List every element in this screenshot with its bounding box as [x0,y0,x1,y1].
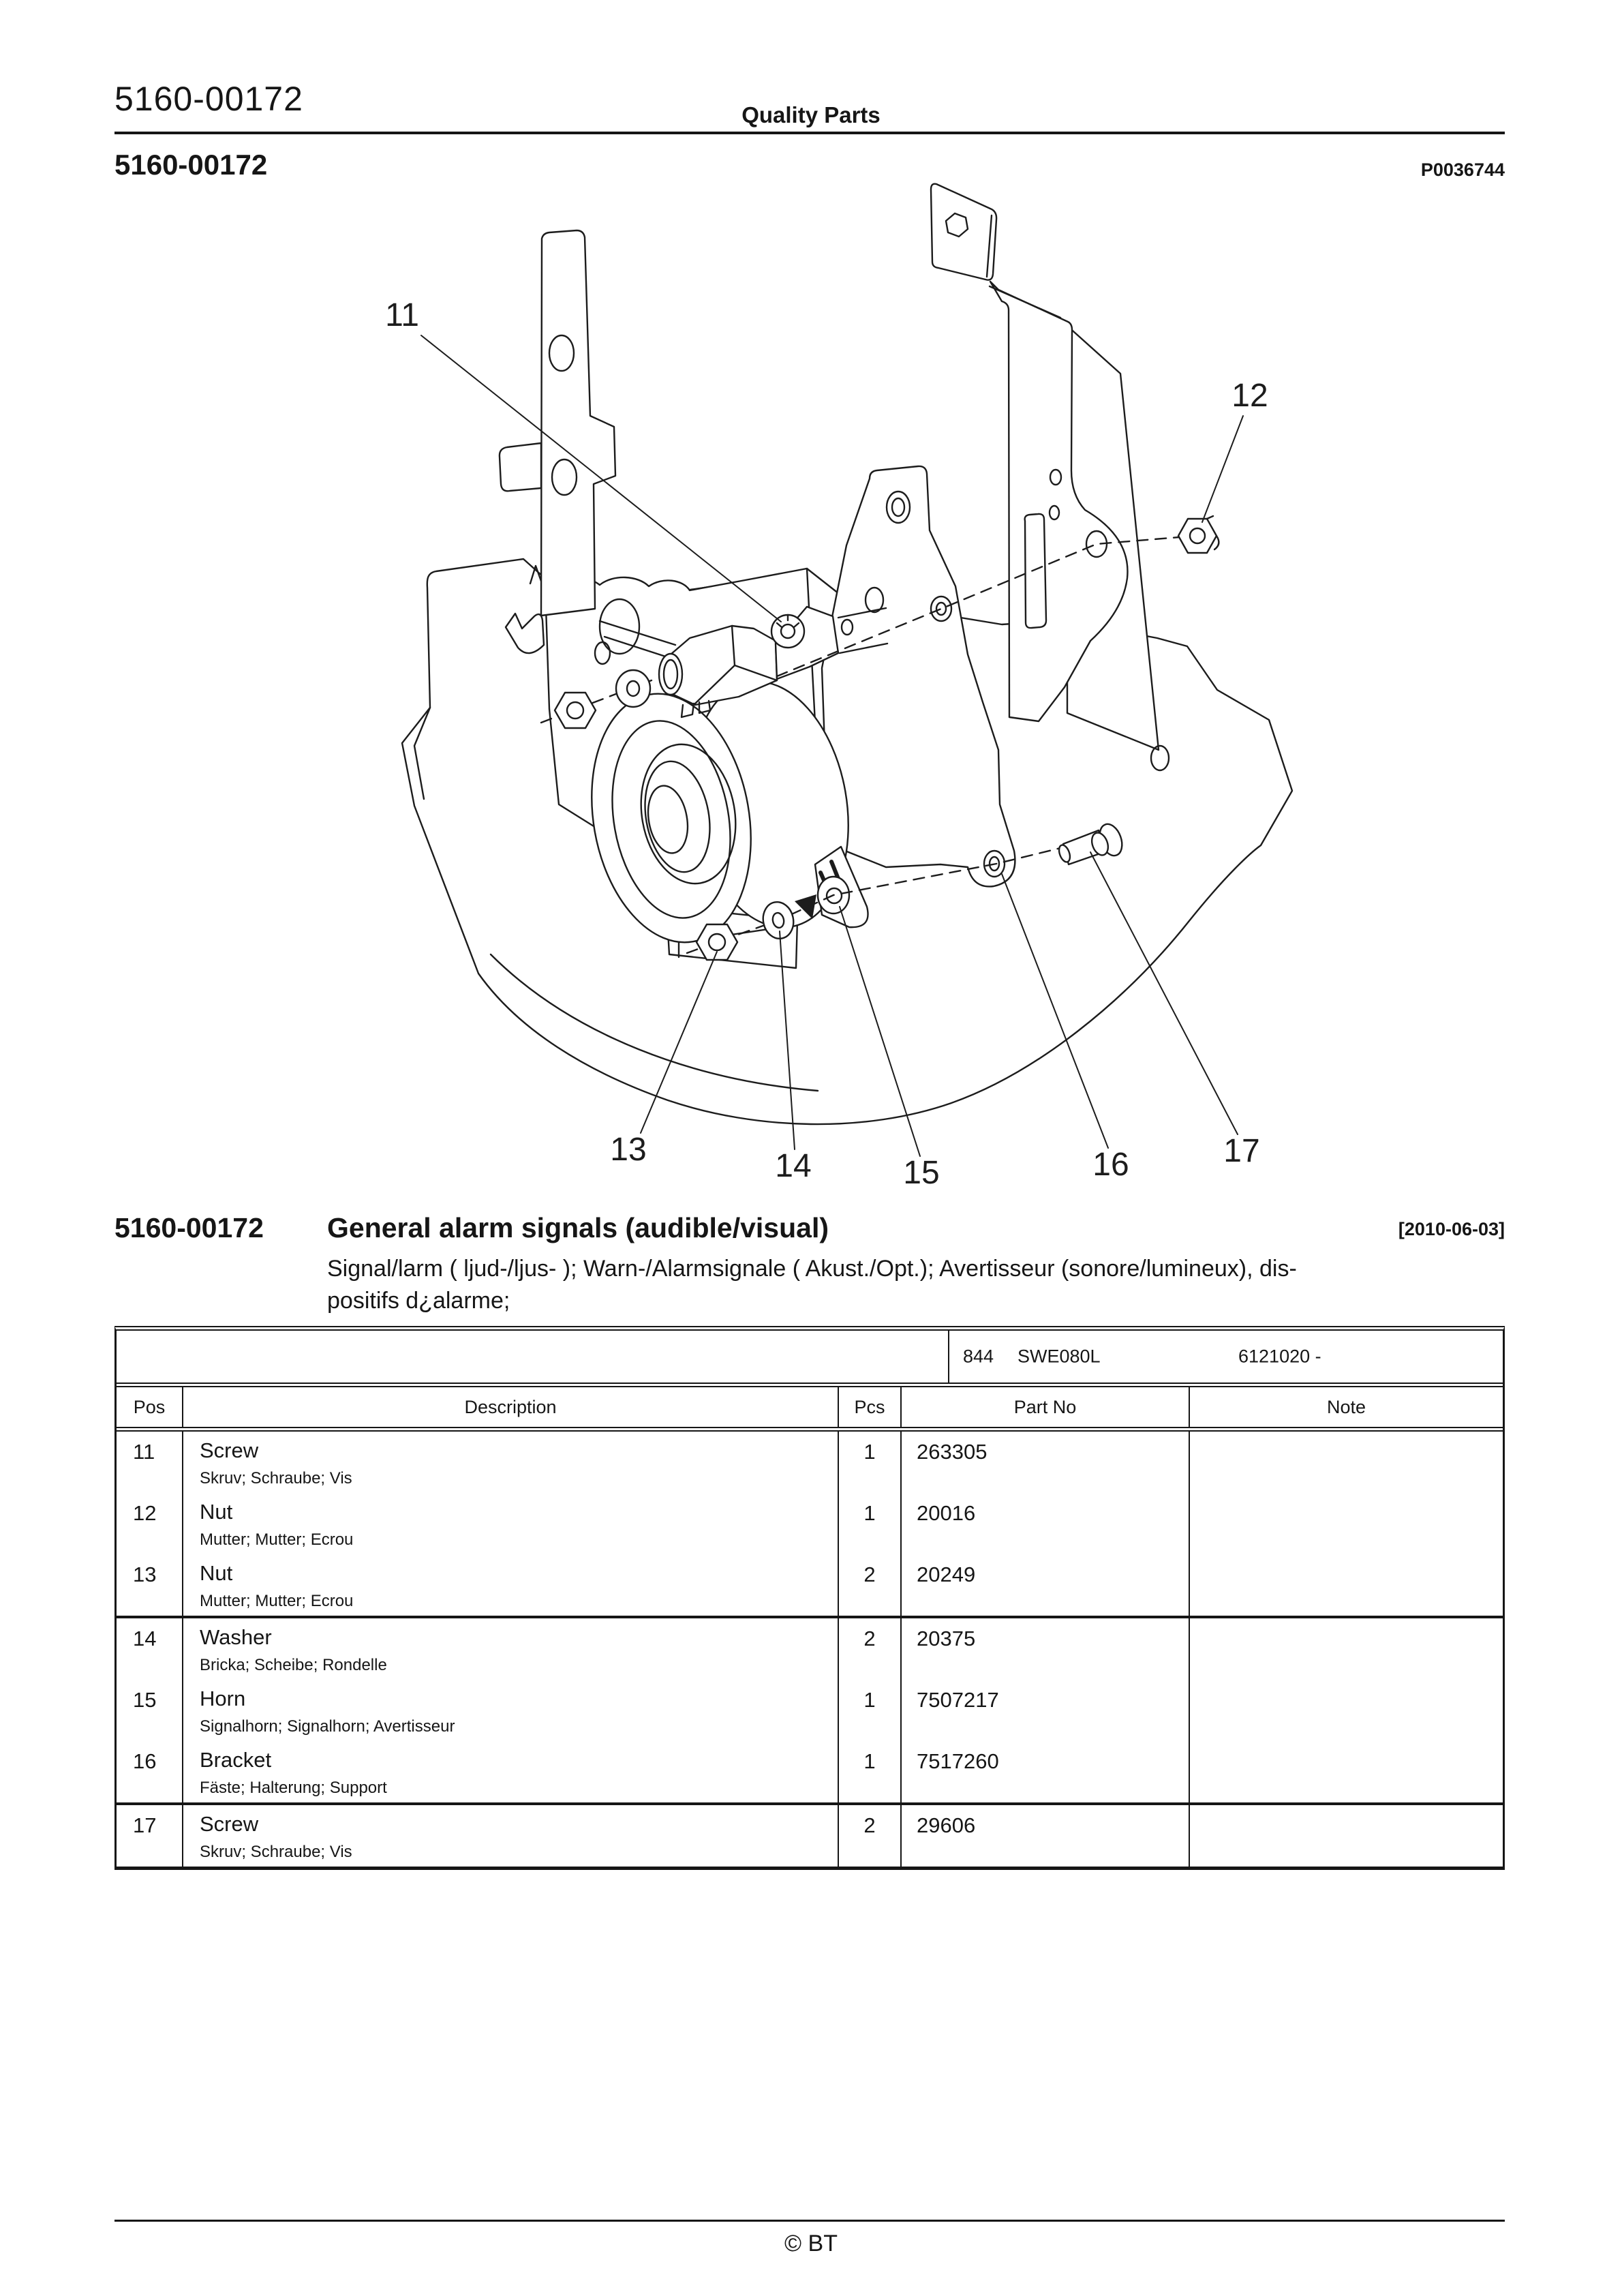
left-bracket-arm [500,230,615,616]
part-name: Nut [200,1500,233,1524]
cell-note [1189,1805,1503,1867]
section-description-line2: positifs d¿alarme; [327,1288,510,1314]
cell-part-no: 7507217 [900,1680,1189,1741]
cell-pcs: 2 [838,1618,900,1680]
cell-description [182,1805,838,1867]
cell-description [182,1618,838,1680]
callout-16: 16 [1092,1147,1129,1183]
section-number: 5160-00172 [114,1212,264,1243]
col-header-description: Description [182,1387,838,1427]
callout-15: 15 [903,1155,940,1191]
cell-description [182,1680,838,1741]
section-date: [2010-06-03] [1398,1219,1505,1239]
col-header-pcs: Pcs [838,1387,900,1427]
cell-part-no: 263305 [900,1432,1189,1493]
model-name: SWE080L [1017,1346,1101,1367]
cell-note [1189,1554,1503,1616]
header-rule [114,132,1505,134]
col-header-note: Note [1189,1387,1503,1427]
cell-pos: 16 [133,1749,157,1773]
part-name: Horn [200,1687,246,1710]
model-header-divider [948,1331,949,1383]
page-code: 5160-00172 [114,149,268,181]
washer-14-a [616,670,650,707]
cell-description [182,1741,838,1802]
model-code: 844 [963,1346,994,1367]
col-header-pos: Pos [133,1396,166,1417]
section-title: General alarm signals (audible/visual) [327,1212,829,1243]
table-row [117,1493,1503,1554]
footer-copyright: © BT [784,2231,838,2256]
table-row [117,1432,1503,1493]
part-name-translations: Skruv; Schraube; Vis [200,1469,352,1487]
cell-note [1189,1618,1503,1680]
figure-reference: P0036744 [1420,160,1505,180]
part-name-translations: Mutter; Mutter; Ecrou [200,1530,354,1549]
header-title: Quality Parts [741,102,881,127]
section-description-line1: Signal/larm ( ljud-/ljus- ); Warn-/Alarmsignale ( Akust./Opt.); Avertisseur (sonore/lumineux), dis- [327,1256,1297,1282]
part-name-translations: Skruv; Schraube; Vis [200,1843,352,1861]
cell-pcs: 1 [838,1741,900,1802]
callout-17: 17 [1223,1133,1260,1169]
cell-note [1189,1493,1503,1554]
cell-description [182,1432,838,1493]
model-header-row [117,1331,1503,1387]
cell-pos: 13 [133,1562,157,1586]
cell-note [1189,1741,1503,1802]
cell-part-no: 20016 [900,1493,1189,1554]
callout-11: 11 [385,297,419,333]
serial-range: 6121020 - [1238,1346,1321,1367]
exploded-parts-diagram [273,170,1349,1193]
cell-pos: 15 [133,1688,157,1712]
part-name-translations: Signalhorn; Signalhorn; Avertisseur [200,1717,455,1736]
table-row [117,1618,1503,1680]
table-row [117,1680,1503,1741]
callout-14: 14 [775,1148,812,1184]
cell-pcs: 2 [838,1805,900,1867]
footer-rule [114,2220,1505,2222]
cell-part-no: 7517260 [900,1741,1189,1802]
callout-12: 12 [1231,378,1268,414]
callout-13: 13 [610,1132,647,1168]
cell-pcs: 1 [838,1680,900,1741]
column-header-row [117,1387,1503,1432]
cell-pcs: 2 [838,1554,900,1616]
cell-pcs: 1 [838,1432,900,1493]
part-name: Screw [200,1438,259,1462]
parts-table [114,1326,1505,1870]
section-description [327,1253,1297,1317]
cell-pos: 12 [133,1501,157,1525]
cell-note [1189,1680,1503,1741]
part-name-translations: Fäste; Halterung; Support [200,1779,387,1797]
cell-part-no: 20249 [900,1554,1189,1616]
col-header-part-no: Part No [900,1387,1189,1427]
cell-pos: 17 [133,1813,157,1837]
cell-pcs: 1 [838,1493,900,1554]
part-name-translations: Bricka; Scheibe; Rondelle [200,1656,387,1674]
cell-pos: 14 [133,1627,157,1650]
part-name: Screw [200,1812,259,1836]
cell-description [182,1554,838,1616]
part-name-translations: Mutter; Mutter; Ecrou [200,1592,354,1610]
cell-note [1189,1432,1503,1493]
table-row [117,1741,1503,1805]
part-name: Washer [200,1625,272,1649]
header-doc-number: 5160-00172 [114,80,303,118]
part-name: Bracket [200,1748,272,1772]
part-name: Nut [200,1561,233,1585]
cell-pos: 11 [133,1440,155,1464]
nut-12 [1178,516,1219,553]
cell-description [182,1493,838,1554]
cell-part-no: 29606 [900,1805,1189,1867]
table-row [117,1554,1503,1618]
cell-part-no: 20375 [900,1618,1189,1680]
table-row [117,1805,1503,1867]
